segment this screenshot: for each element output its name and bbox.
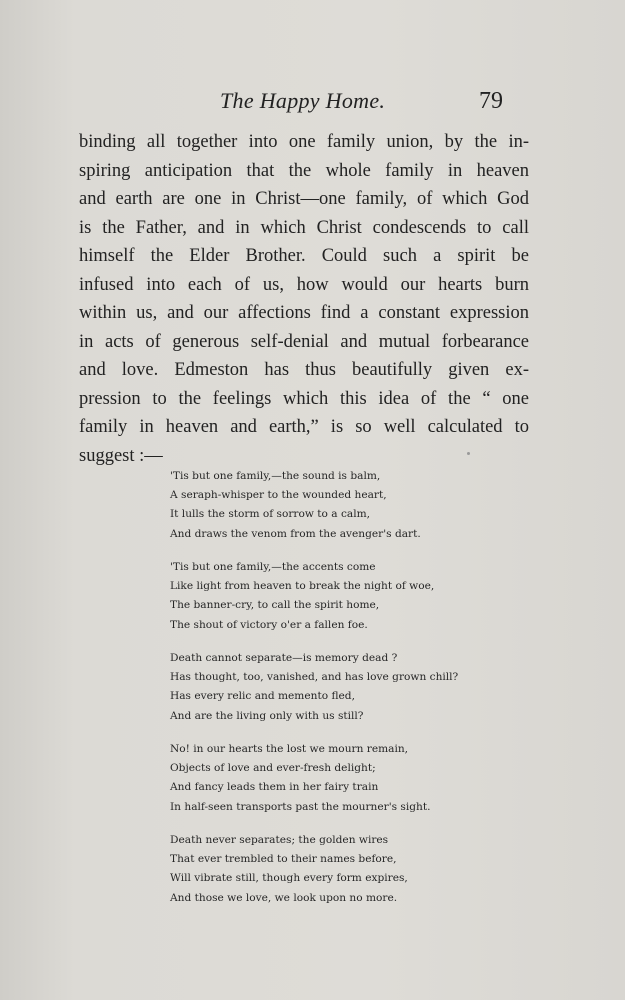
poem-line: Has thought, too, vanished, and has love grown chill? xyxy=(170,671,459,684)
running-title: The Happy Home. xyxy=(220,88,386,113)
prose-paragraph xyxy=(79,128,529,470)
poem-line: And fancy leads them in her fairy train xyxy=(170,781,379,794)
prose-line: spiring anticipation that the whole family in heaven xyxy=(79,160,529,181)
poem-line: Death never separates; the golden wires xyxy=(170,834,389,846)
poem-line: No! in our hearts the lost we mourn remain, xyxy=(170,743,409,755)
poem-line: And draws the venom from the avenger's dart. xyxy=(170,527,421,540)
poem-line: Like light from heaven to break the night of woe, xyxy=(170,580,435,593)
poem-stanza xyxy=(170,558,470,635)
poem-line: In half-seen transports past the mourner's sight. xyxy=(170,800,431,813)
prose-line: himself the Elder Brother. Could such a spirit be xyxy=(79,246,529,266)
poem-line: It lulls the storm of sorrow to a calm, xyxy=(170,508,371,521)
poem-line: And are the living only with us still? xyxy=(170,709,364,722)
poem-line: Will vibrate still, though every form expires, xyxy=(170,872,408,885)
prose-line: suggest :— xyxy=(79,445,163,466)
poem-line: That ever trembled to their names before, xyxy=(170,853,397,866)
poem-line: The shout of victory o'er a fallen foe. xyxy=(170,618,368,631)
prose-line: pression to the feelings which this idea of the “ one xyxy=(79,388,529,409)
poem-stanza xyxy=(170,649,470,726)
prose-line: is the Father, and in which Christ condescends to call xyxy=(79,217,529,238)
page-number: 79 xyxy=(479,88,503,114)
prose-line: binding all together into one family union, by the in- xyxy=(79,132,529,152)
prose-line: and earth are one in Christ—one family, of which God xyxy=(79,189,529,209)
poem-line: 'Tis but one family,—the accents come xyxy=(170,561,376,573)
poem-stanza xyxy=(170,831,470,908)
prose-line: family in heaven and earth,” is so well calculated to xyxy=(79,417,529,437)
poem-line: Objects of love and ever-fresh delight; xyxy=(170,762,376,775)
poem-line: A seraph-whisper to the wounded heart, xyxy=(170,489,387,502)
ink-speck xyxy=(467,452,470,455)
prose-line: and love. Edmeston has thus beautifully given ex- xyxy=(79,360,529,380)
poem-stanza xyxy=(170,740,470,817)
poem xyxy=(170,467,470,922)
poem-stanza xyxy=(170,467,470,544)
page-header xyxy=(0,88,625,122)
poem-line: The banner-cry, to call the spirit home, xyxy=(170,599,380,612)
prose-line: in acts of generous self-denial and mutual forbearance xyxy=(79,331,529,352)
prose-line: within us, and our affections find a constant expression xyxy=(79,303,529,323)
poem-line: Has every relic and memento fled, xyxy=(170,690,355,703)
poem-line: And those we love, we look upon no more. xyxy=(170,891,398,904)
prose-line: infused into each of us, how would our hearts burn xyxy=(79,274,529,295)
poem-line: Death cannot separate—is memory dead ? xyxy=(170,652,398,664)
poem-line: 'Tis but one family,—the sound is balm, xyxy=(170,470,381,482)
